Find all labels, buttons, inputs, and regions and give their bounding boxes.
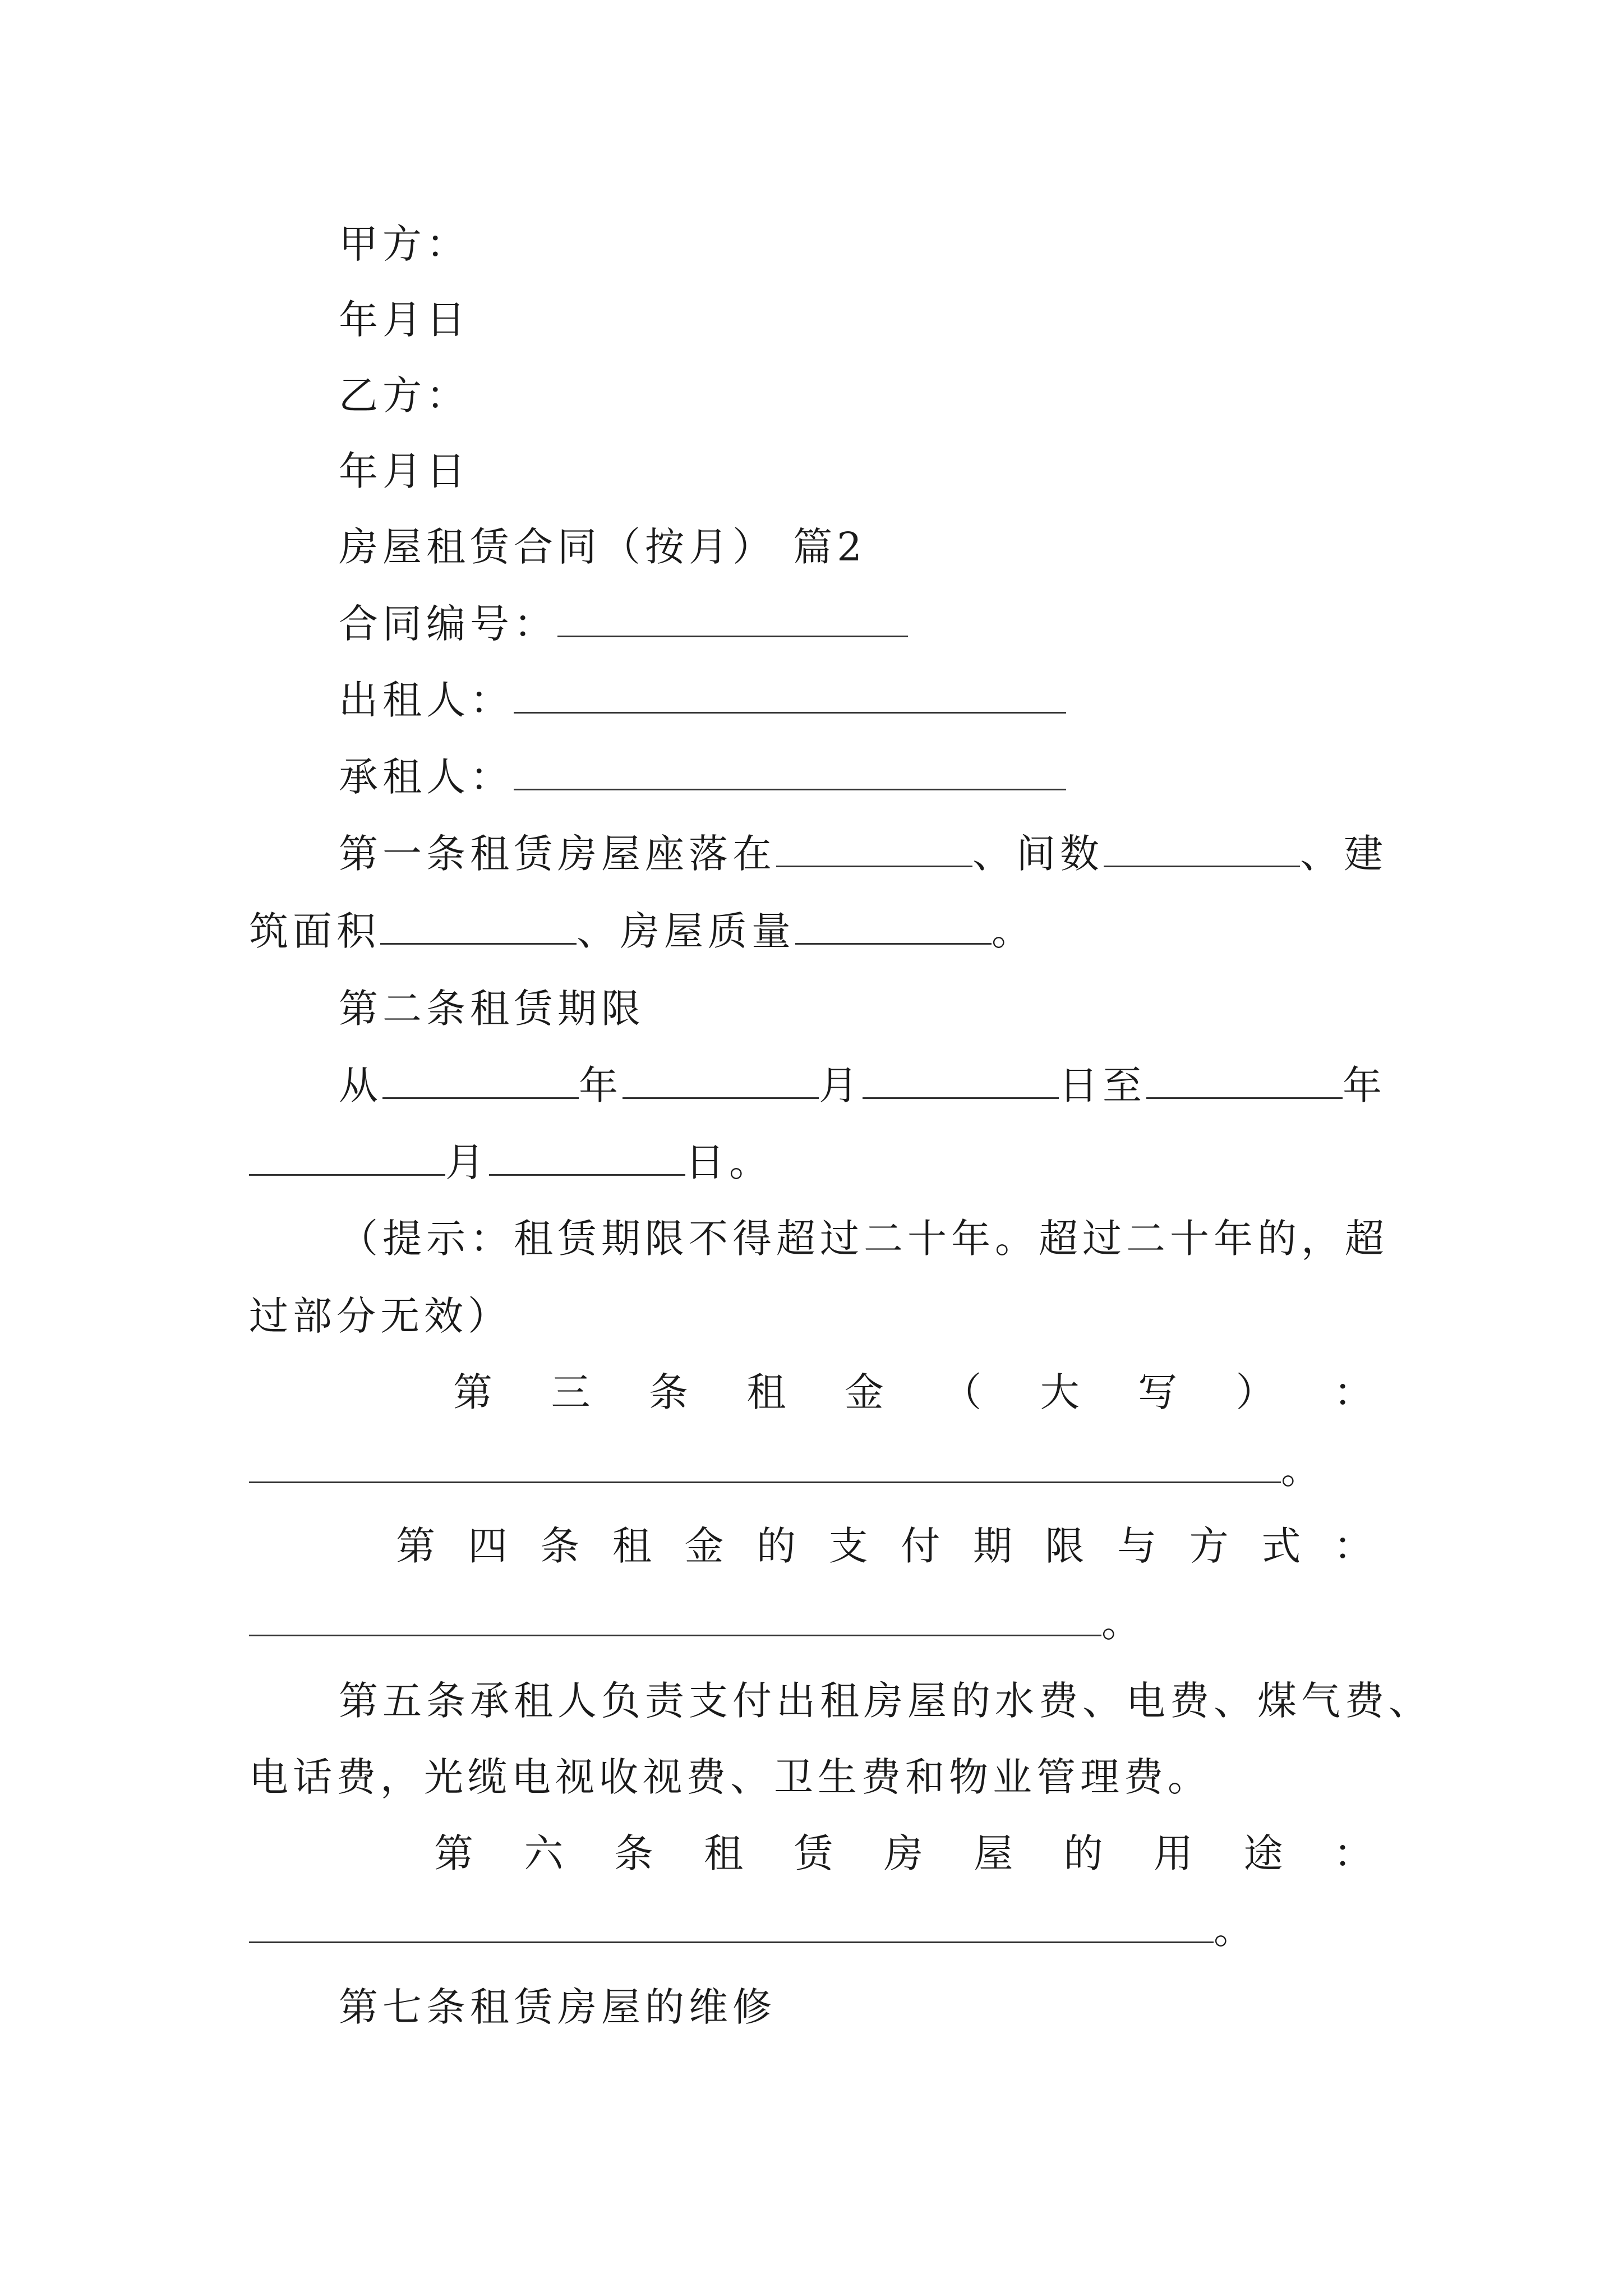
end-year-blank [1146,1062,1343,1099]
article-7-title: 第七条租赁房屋的维修 [339,1984,776,2030]
heading-char: 租 [746,1369,786,1415]
contract-number-label: 合同编号： [339,601,557,647]
heading-char: 的 [1063,1830,1103,1876]
article-1-text: 第一条租赁房屋座落在 [339,831,776,877]
heading-char: 金 [684,1523,724,1569]
lessee-label: 承租人： [339,754,514,800]
article-2-note-line-2: 过部分无效） [249,1293,511,1339]
heading-char: 付 [901,1523,940,1569]
heading-char: 房 [883,1830,923,1876]
period-month-1: 月 [819,1062,863,1108]
heading-char: 条 [614,1830,653,1876]
usage-blank [249,1907,1214,1943]
rooms-blank [1104,831,1300,867]
heading-char: 屋 [974,1830,1013,1876]
lessor-label: 出租人： [339,677,514,723]
lessee-blank [514,754,1066,790]
section-title: 房屋租赁合同（按月） 篇2 [339,524,866,570]
article-1-period: 。 [992,908,1035,954]
lease-period-line-2 [249,1134,1391,1190]
heading-char: 赁 [794,1830,833,1876]
heading-char: 六 [524,1830,564,1876]
heading-char: 金 [844,1369,884,1415]
heading-char: 大 [1040,1369,1080,1415]
lessee-row [339,749,1391,805]
end-day-blank [489,1139,685,1176]
heading-char: ） [1235,1369,1275,1415]
heading-char: （ [942,1369,982,1415]
article-4-heading [396,1518,1373,1574]
contract-number-blank [557,601,908,637]
heading-char: 支 [828,1523,868,1569]
article-3-blank-row [249,1442,1391,1498]
heading-char: 第 [434,1830,473,1876]
heading-char: ： [1333,1523,1373,1569]
start-year-blank [382,1062,579,1099]
article-4-period: 。 [1101,1600,1145,1646]
article-3-heading [453,1364,1373,1420]
period-year-1: 年 [579,1062,623,1108]
heading-char: ： [1333,1369,1373,1415]
payment-terms-blank [249,1600,1101,1636]
start-month-blank [623,1062,819,1099]
heading-char: 条 [540,1523,580,1569]
article-4-blank-row [249,1595,1391,1651]
party-a-label: 甲方： [339,221,470,267]
heading-char: 第 [453,1369,492,1415]
heading-char: 租 [704,1830,744,1876]
heading-char: 式 [1261,1523,1301,1569]
article-1-line-1 [339,826,1391,882]
party-a-date: 年月日 [339,297,470,343]
article-1-rooms-label: 、间数 [972,831,1104,877]
end-month-blank [249,1139,445,1176]
start-day-blank [863,1062,1059,1099]
article-6-heading [434,1825,1373,1881]
contract-number-row [339,596,1391,652]
heading-char: 与 [1117,1523,1157,1569]
rent-amount-blank [249,1447,1281,1483]
period-day-2: 日。 [685,1139,773,1185]
article-5-line-2: 电话费，光缆电视收视费、卫生费和物业管理费。 [249,1754,1211,1800]
article-6-period: 。 [1214,1907,1257,1953]
article-1-area-label: 筑面积 [249,908,380,954]
quality-blank [795,908,992,945]
article-2-title: 第二条租赁期限 [339,986,645,1032]
heading-char: 条 [648,1369,688,1415]
heading-char: 第 [396,1523,435,1569]
heading-char: 的 [757,1523,796,1569]
lessor-blank [514,677,1066,714]
heading-char: 三 [551,1369,591,1415]
heading-char: 限 [1045,1523,1085,1569]
article-6-blank-row [249,1902,1391,1958]
heading-char: 期 [972,1523,1012,1569]
period-month-2: 月 [445,1139,489,1185]
article-2-note-line-1: （提示：租赁期限不得超过二十年。超过二十年的，超 [339,1216,1389,1262]
party-b-label: 乙方： [339,372,470,418]
period-from: 从 [339,1062,382,1108]
heading-char: 途 [1243,1830,1283,1876]
article-1-line-2 [249,903,1391,959]
heading-char: 写 [1138,1369,1178,1415]
party-b-date: 年月日 [339,448,470,494]
lessor-row [339,672,1391,728]
article-3-period: 。 [1281,1447,1325,1493]
article-5-line-1: 第五条承租人负责支付出租房屋的水费、电费、煤气费、 [339,1678,1432,1724]
heading-char: 方 [1189,1523,1229,1569]
period-year-2: 年 [1343,1062,1386,1108]
area-blank [380,908,577,945]
period-day-to: 日至 [1059,1062,1146,1108]
article-1-build-label: 、建 [1300,831,1387,877]
heading-char: 租 [612,1523,652,1569]
lease-period-line-1 [339,1057,1391,1114]
heading-char: 用 [1154,1830,1193,1876]
article-1-quality-label: 、房屋质量 [577,908,795,954]
heading-char: ： [1333,1830,1373,1876]
location-blank [776,831,972,867]
heading-char: 四 [468,1523,508,1569]
